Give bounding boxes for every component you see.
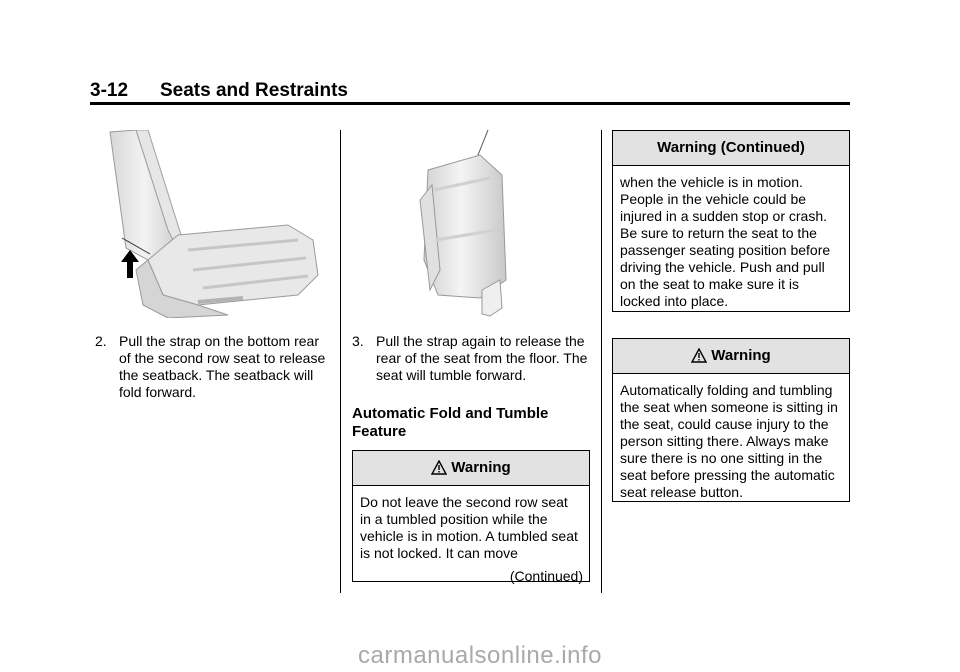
step-2: [95, 333, 331, 401]
warning-continued-label: (Continued): [509, 568, 583, 584]
warning-2-title: Warning: [711, 347, 771, 364]
warning-2-header: [613, 339, 849, 374]
warning-2-body: Automatically folding and tumbling the seat when someone is sitting in the seat, could cause injury to the person sitting there. Always make sure there is no one sitting in the seat before pressing the automatic seat release button.: [620, 382, 838, 500]
column-divider-left: [340, 130, 341, 593]
up-arrow-icon: [121, 250, 139, 278]
warning-triangle-icon: [431, 460, 447, 475]
warning-header: [353, 451, 589, 486]
warning-triangle-icon: [691, 348, 707, 363]
section-title: Seats and Restraints: [160, 80, 348, 101]
header-rule: [90, 102, 850, 105]
step-3-number: 3.: [352, 333, 364, 349]
step-3: [352, 333, 592, 384]
warning-continued-body: when the vehicle is in motion. People in the vehicle could be injured in a sudden stop or crash. Be sure to return the seat to the passenger seating position before driving the vehicle. Push and pull on the seat to make sure it is locked into place.: [620, 174, 831, 309]
warning-title: Warning: [451, 459, 511, 476]
page-header: [90, 80, 850, 102]
column-divider-right: [601, 130, 602, 593]
seat-tumble-illustration: [410, 130, 520, 320]
warning-box-continued: [612, 130, 850, 312]
warning-box-fold-tumble: [352, 450, 590, 582]
step-2-text: Pull the strap on the bottom rear of the second row seat to release the seatback. The seatback will fold forward.: [119, 333, 326, 400]
step-3-text: Pull the strap again to release the rear of the seat from the floor. The seat will tumble forward.: [376, 333, 588, 383]
seatback-fold-illustration: [108, 130, 323, 318]
watermark: carmanualsonline.info: [358, 642, 602, 669]
step-2-number: 2.: [95, 333, 107, 349]
page-number: 3-12: [90, 80, 129, 101]
warning-body: Do not leave the second row seat in a tumbled position while the vehicle is in motion. A tumbled seat is not locked. It can move: [360, 494, 578, 561]
warning-continued-header: Warning (Continued): [613, 131, 849, 166]
warning-box-auto-fold: [612, 338, 850, 502]
section-subheading: Automatic Fold and Tumble Feature: [352, 405, 549, 440]
